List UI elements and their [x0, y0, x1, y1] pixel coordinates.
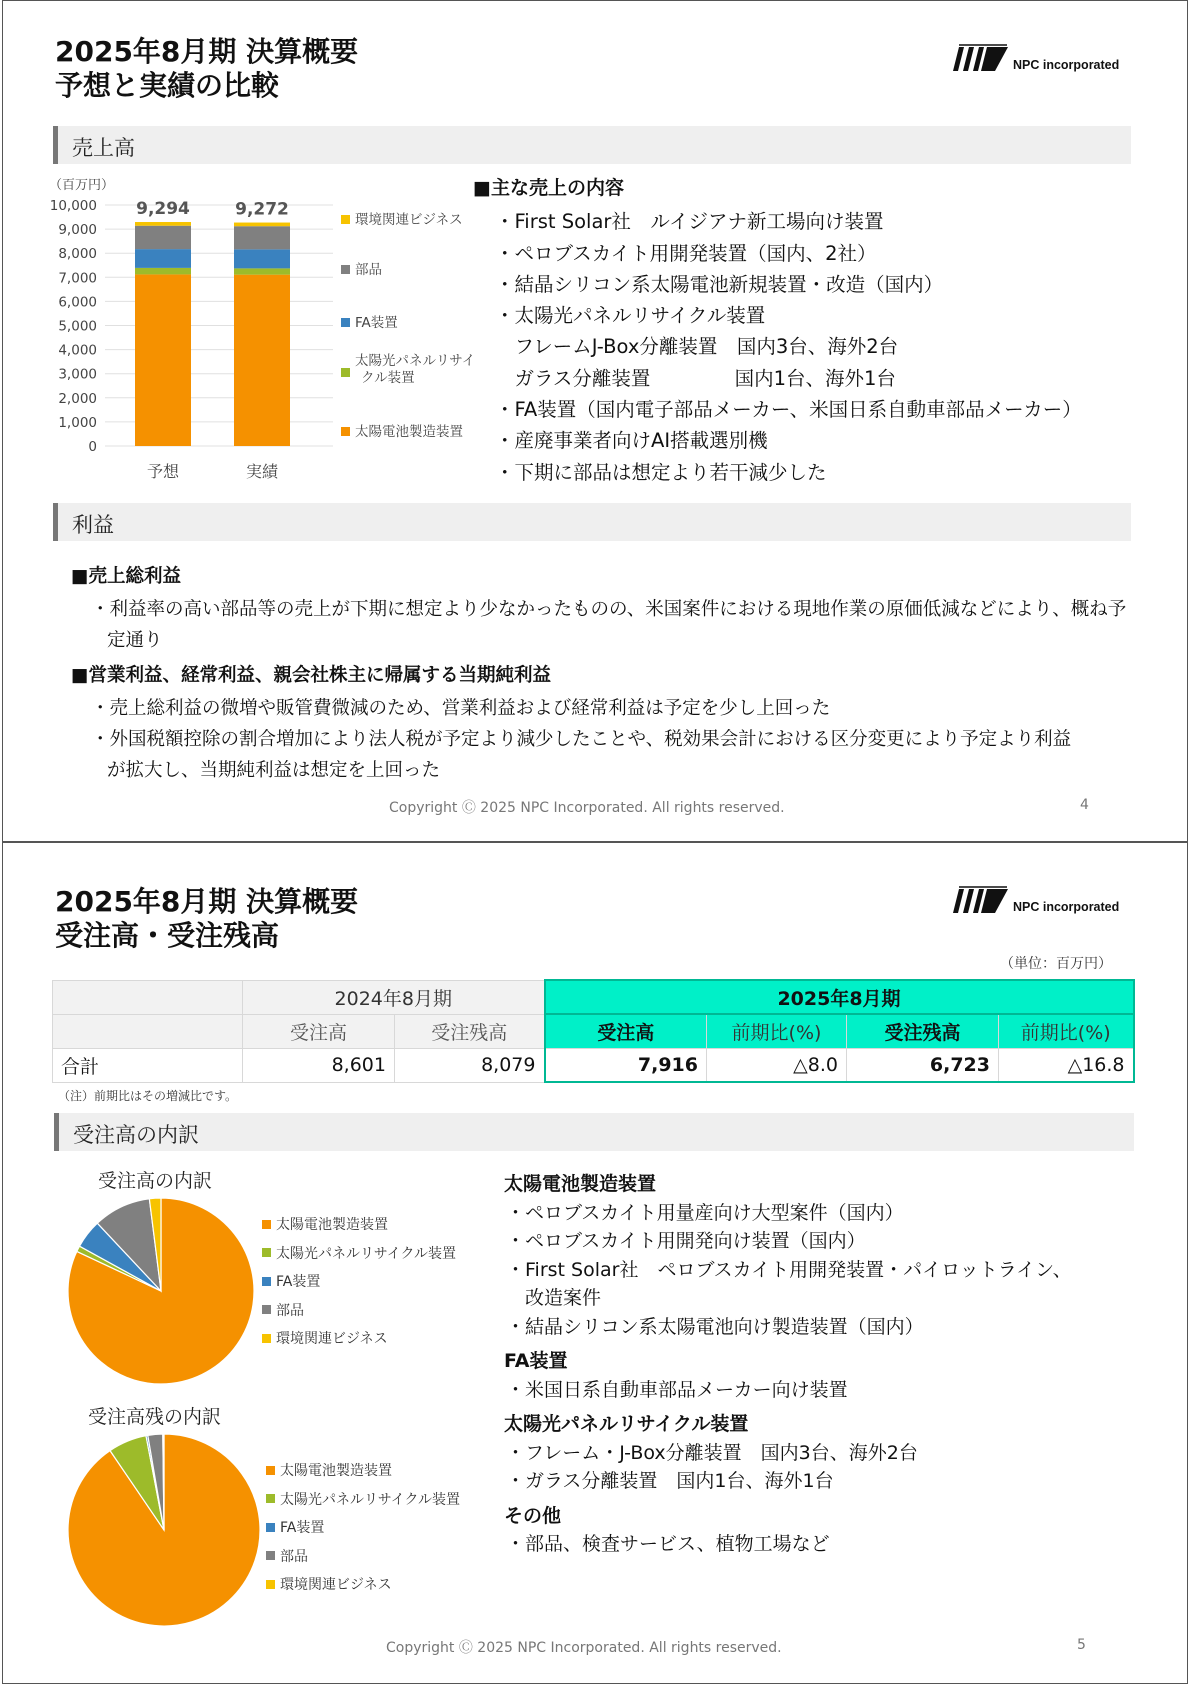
y-tick-label: 0 [88, 439, 97, 455]
legend-item [266, 1456, 460, 1485]
curr-backlog-value: 6,723 [847, 1048, 999, 1082]
legend-label: 環境関連ビジネス [276, 1331, 388, 1348]
period-curr-header: 2025年8月期 [545, 980, 1134, 1014]
bar-segment [234, 223, 290, 227]
legend-swatch [341, 427, 350, 436]
npc-logo-icon [951, 43, 1009, 73]
legend-item [262, 1296, 456, 1325]
detail-item: ・米国日系自動車部品メーカー向け装置 [506, 1378, 848, 1401]
legend-swatch [266, 1551, 275, 1560]
company-logo [951, 885, 1119, 915]
period-prev-header: 2024年8月期 [243, 980, 545, 1014]
backlog-pie-legend [266, 1456, 460, 1599]
page-number: 4 [1080, 797, 1089, 813]
operating-profit-text-2: ・外国税額控除の割合増加により法人税が予定より減少したことや、税効果会計における区分変更により予定より利益が拡大し、当期純利益は想定を上回った [91, 729, 1072, 781]
legend-swatch [266, 1580, 275, 1589]
legend-label: 部品 [276, 1302, 304, 1319]
y-tick-label: 8,000 [58, 246, 97, 263]
detail-item: ・フレーム・J-Box分離装置 国内3台、海外2台 [506, 1441, 918, 1464]
bar-segment [234, 275, 290, 446]
npc-logo-icon [951, 885, 1009, 915]
prev-orders-value: 8,601 [243, 1048, 395, 1082]
legend-swatch [262, 1220, 271, 1229]
legend-item [266, 1485, 460, 1514]
operating-profit-heading: ■営業利益、経常利益、親会社株主に帰属する当期純利益 [71, 665, 551, 686]
legend-swatch [266, 1466, 275, 1475]
detail-item: ・結晶シリコン系太陽電池向け製造装置（国内） [506, 1315, 924, 1338]
row-label-total: 合計 [53, 1048, 243, 1082]
gross-profit-heading: ■売上総利益 [71, 566, 181, 587]
section-header-profit [53, 503, 1131, 541]
unit-label: （単位：百万円） [1000, 956, 1112, 972]
y-tick-label: 7,000 [58, 270, 97, 287]
y-tick-label: 3,000 [58, 366, 97, 383]
bar-segment [234, 249, 290, 268]
logo-text: NPC incorporated [1013, 900, 1120, 914]
legend-swatch [266, 1523, 275, 1532]
sales-content-list [473, 173, 1082, 488]
gross-profit-text: ・利益率の高い部品等の売上が下期に想定より少なかったものの、米国案件における現地作業の原価低減などにより、概ね予定通り [91, 599, 1127, 651]
sales-item: ・産廃事業者向けAI搭載選別機 [495, 429, 768, 453]
section-title: 受注高の内訳 [73, 1123, 199, 1147]
bar-segment [135, 268, 191, 275]
col-orders-yoy: 前期比(%) [707, 1014, 847, 1048]
pie-title-orders: 受注高の内訳 [98, 1170, 213, 1192]
bar-segment [135, 249, 191, 268]
curr-orders-value: 7,916 [545, 1048, 707, 1082]
legend-label: FA装置 [280, 1520, 325, 1537]
bar-segment [234, 268, 290, 274]
detail-heading: FA装置 [504, 1350, 568, 1372]
legend-item [266, 1570, 460, 1599]
detail-item: ・部品、検査サービス、植物工場など [506, 1533, 830, 1555]
legend-label: 環境関連ビジネス [280, 1577, 392, 1594]
legend-label: 太陽電池製造装置 [355, 424, 463, 440]
y-tick-label: 10,000 [49, 198, 97, 214]
detail-item: 改造案件 [506, 1287, 602, 1309]
col-backlog-prev: 受注残高 [395, 1014, 545, 1048]
legend-swatch [262, 1248, 271, 1257]
legend-label: 太陽電池製造装置 [280, 1463, 392, 1480]
legend-swatch [341, 368, 350, 377]
x-tick-label: 予想 [146, 462, 180, 481]
legend-label: 部品 [280, 1548, 308, 1565]
orders-detail-list [504, 1170, 1072, 1559]
legend-item [266, 1513, 460, 1542]
slide-4 [2, 0, 1188, 842]
sales-item: ・First Solar社 ルイジアナ新工場向け装置 [495, 210, 884, 234]
bar-segment [234, 226, 290, 249]
legend-label: クル装置 [361, 370, 415, 386]
bar-segment [135, 274, 191, 446]
detail-heading: 太陽光パネルリサイクル装置 [504, 1413, 749, 1435]
profit-description [71, 555, 1141, 786]
page-number: 5 [1077, 1637, 1086, 1653]
legend-item [262, 1239, 456, 1268]
legend-swatch [341, 318, 350, 327]
legend-item [262, 1267, 456, 1296]
table-note: （注）前期比はその増減比です。 [58, 1089, 238, 1103]
legend-item [262, 1210, 456, 1239]
legend-swatch [266, 1494, 275, 1503]
legend-label: 太陽電池製造装置 [276, 1217, 388, 1234]
detail-heading: 太陽電池製造装置 [504, 1173, 657, 1195]
bar-segment [135, 222, 191, 226]
bar-segment [135, 226, 191, 249]
legend-label: FA装置 [276, 1274, 321, 1291]
copyright: Copyright Ⓒ 2025 NPC Incorporated. All rights reserved. [389, 800, 785, 816]
col-orders-curr: 受注高 [545, 1014, 707, 1048]
legend-label: 太陽光パネルリサイ [355, 353, 476, 369]
company-logo [951, 43, 1119, 73]
orders-table [52, 979, 1135, 1083]
legend-label: 太陽光パネルリサイクル装置 [276, 1245, 457, 1262]
page-title: 2025年8月期 決算概要 受注高・受注残高 [55, 885, 359, 952]
y-tick-label: 1,000 [58, 414, 97, 431]
curr-orders-yoy-value: △8.0 [707, 1048, 847, 1082]
sales-heading: ■主な売上の内容 [473, 177, 624, 199]
section-title: 利益 [72, 513, 114, 537]
sales-stacked-bar-chart [43, 171, 483, 491]
legend-label: 太陽光パネルリサイクル装置 [280, 1491, 461, 1508]
detail-item: ・First Solar社 ペロブスカイト用開発装置・パイロットライン、 [506, 1258, 1072, 1281]
sales-item: ・下期に部品は想定より若干減少した [495, 460, 827, 484]
pie-title-backlog: 受注高残の内訳 [88, 1406, 222, 1428]
logo-text: NPC incorporated [1013, 58, 1120, 72]
total-label: 9,294 [136, 199, 190, 220]
backlog-pie-chart [66, 1432, 262, 1628]
legend-item [262, 1324, 456, 1353]
legend-label: FA装置 [355, 315, 398, 331]
legend-swatch [341, 215, 350, 224]
col-orders-prev: 受注高 [243, 1014, 395, 1048]
section-header-orders [54, 1113, 1134, 1151]
y-tick-label: 4,000 [58, 342, 97, 359]
legend-swatch [341, 265, 350, 274]
copyright: Copyright Ⓒ 2025 NPC Incorporated. All rights reserved. [386, 1640, 782, 1656]
x-tick-label: 実績 [245, 462, 279, 481]
section-title: 売上高 [72, 136, 135, 160]
sales-item: ・FA装置（国内電子部品メーカー、米国日系自動車部品メーカー） [495, 398, 1082, 422]
y-tick-label: 2,000 [58, 390, 97, 407]
sales-item: ガラス分離装置 国内1台、海外1台 [495, 366, 896, 390]
detail-item: ・ペロブスカイト用開発向け装置（国内） [506, 1230, 866, 1252]
legend-item [266, 1542, 460, 1571]
orders-pie-legend [262, 1210, 456, 1353]
legend-swatch [262, 1334, 271, 1343]
page-title: 2025年8月期 決算概要 予想と実績の比較 [55, 35, 359, 102]
section-header-sales [53, 126, 1131, 164]
sales-item: ・結晶シリコン系太陽電池新規装置・改造（国内） [495, 272, 944, 296]
detail-heading: その他 [504, 1504, 562, 1527]
legend-label: 部品 [355, 262, 382, 278]
orders-pie-chart [66, 1196, 256, 1386]
curr-backlog-yoy-value: △16.8 [999, 1048, 1134, 1082]
col-backlog-yoy: 前期比(%) [999, 1014, 1134, 1048]
prev-backlog-value: 8,079 [395, 1048, 545, 1082]
detail-item: ・ガラス分離装置 国内1台、海外1台 [506, 1470, 834, 1492]
sales-item: ・ペロブスカイト用開発装置（国内、2社） [495, 241, 877, 265]
y-tick-label: 9,000 [58, 222, 97, 239]
col-backlog-curr: 受注残高 [847, 1014, 999, 1048]
y-tick-label: 5,000 [58, 318, 97, 335]
detail-item: ・ペロブスカイト用量産向け大型案件（国内） [506, 1201, 904, 1224]
total-label: 9,272 [235, 199, 289, 220]
y-tick-label: 6,000 [58, 294, 97, 311]
operating-profit-text-1: ・売上総利益の微増や販管費微減のため、営業利益および経常利益は予定を少し上回った [91, 698, 831, 719]
sales-item: フレームJ-Box分離装置 国内3台、海外2台 [495, 335, 899, 359]
legend-label: 環境関連ビジネス [355, 212, 463, 228]
sales-item: ・太陽光パネルリサイクル装置 [495, 304, 766, 328]
legend-swatch [262, 1277, 271, 1286]
y-unit-label: （百万円） [49, 178, 115, 193]
legend-swatch [262, 1305, 271, 1314]
